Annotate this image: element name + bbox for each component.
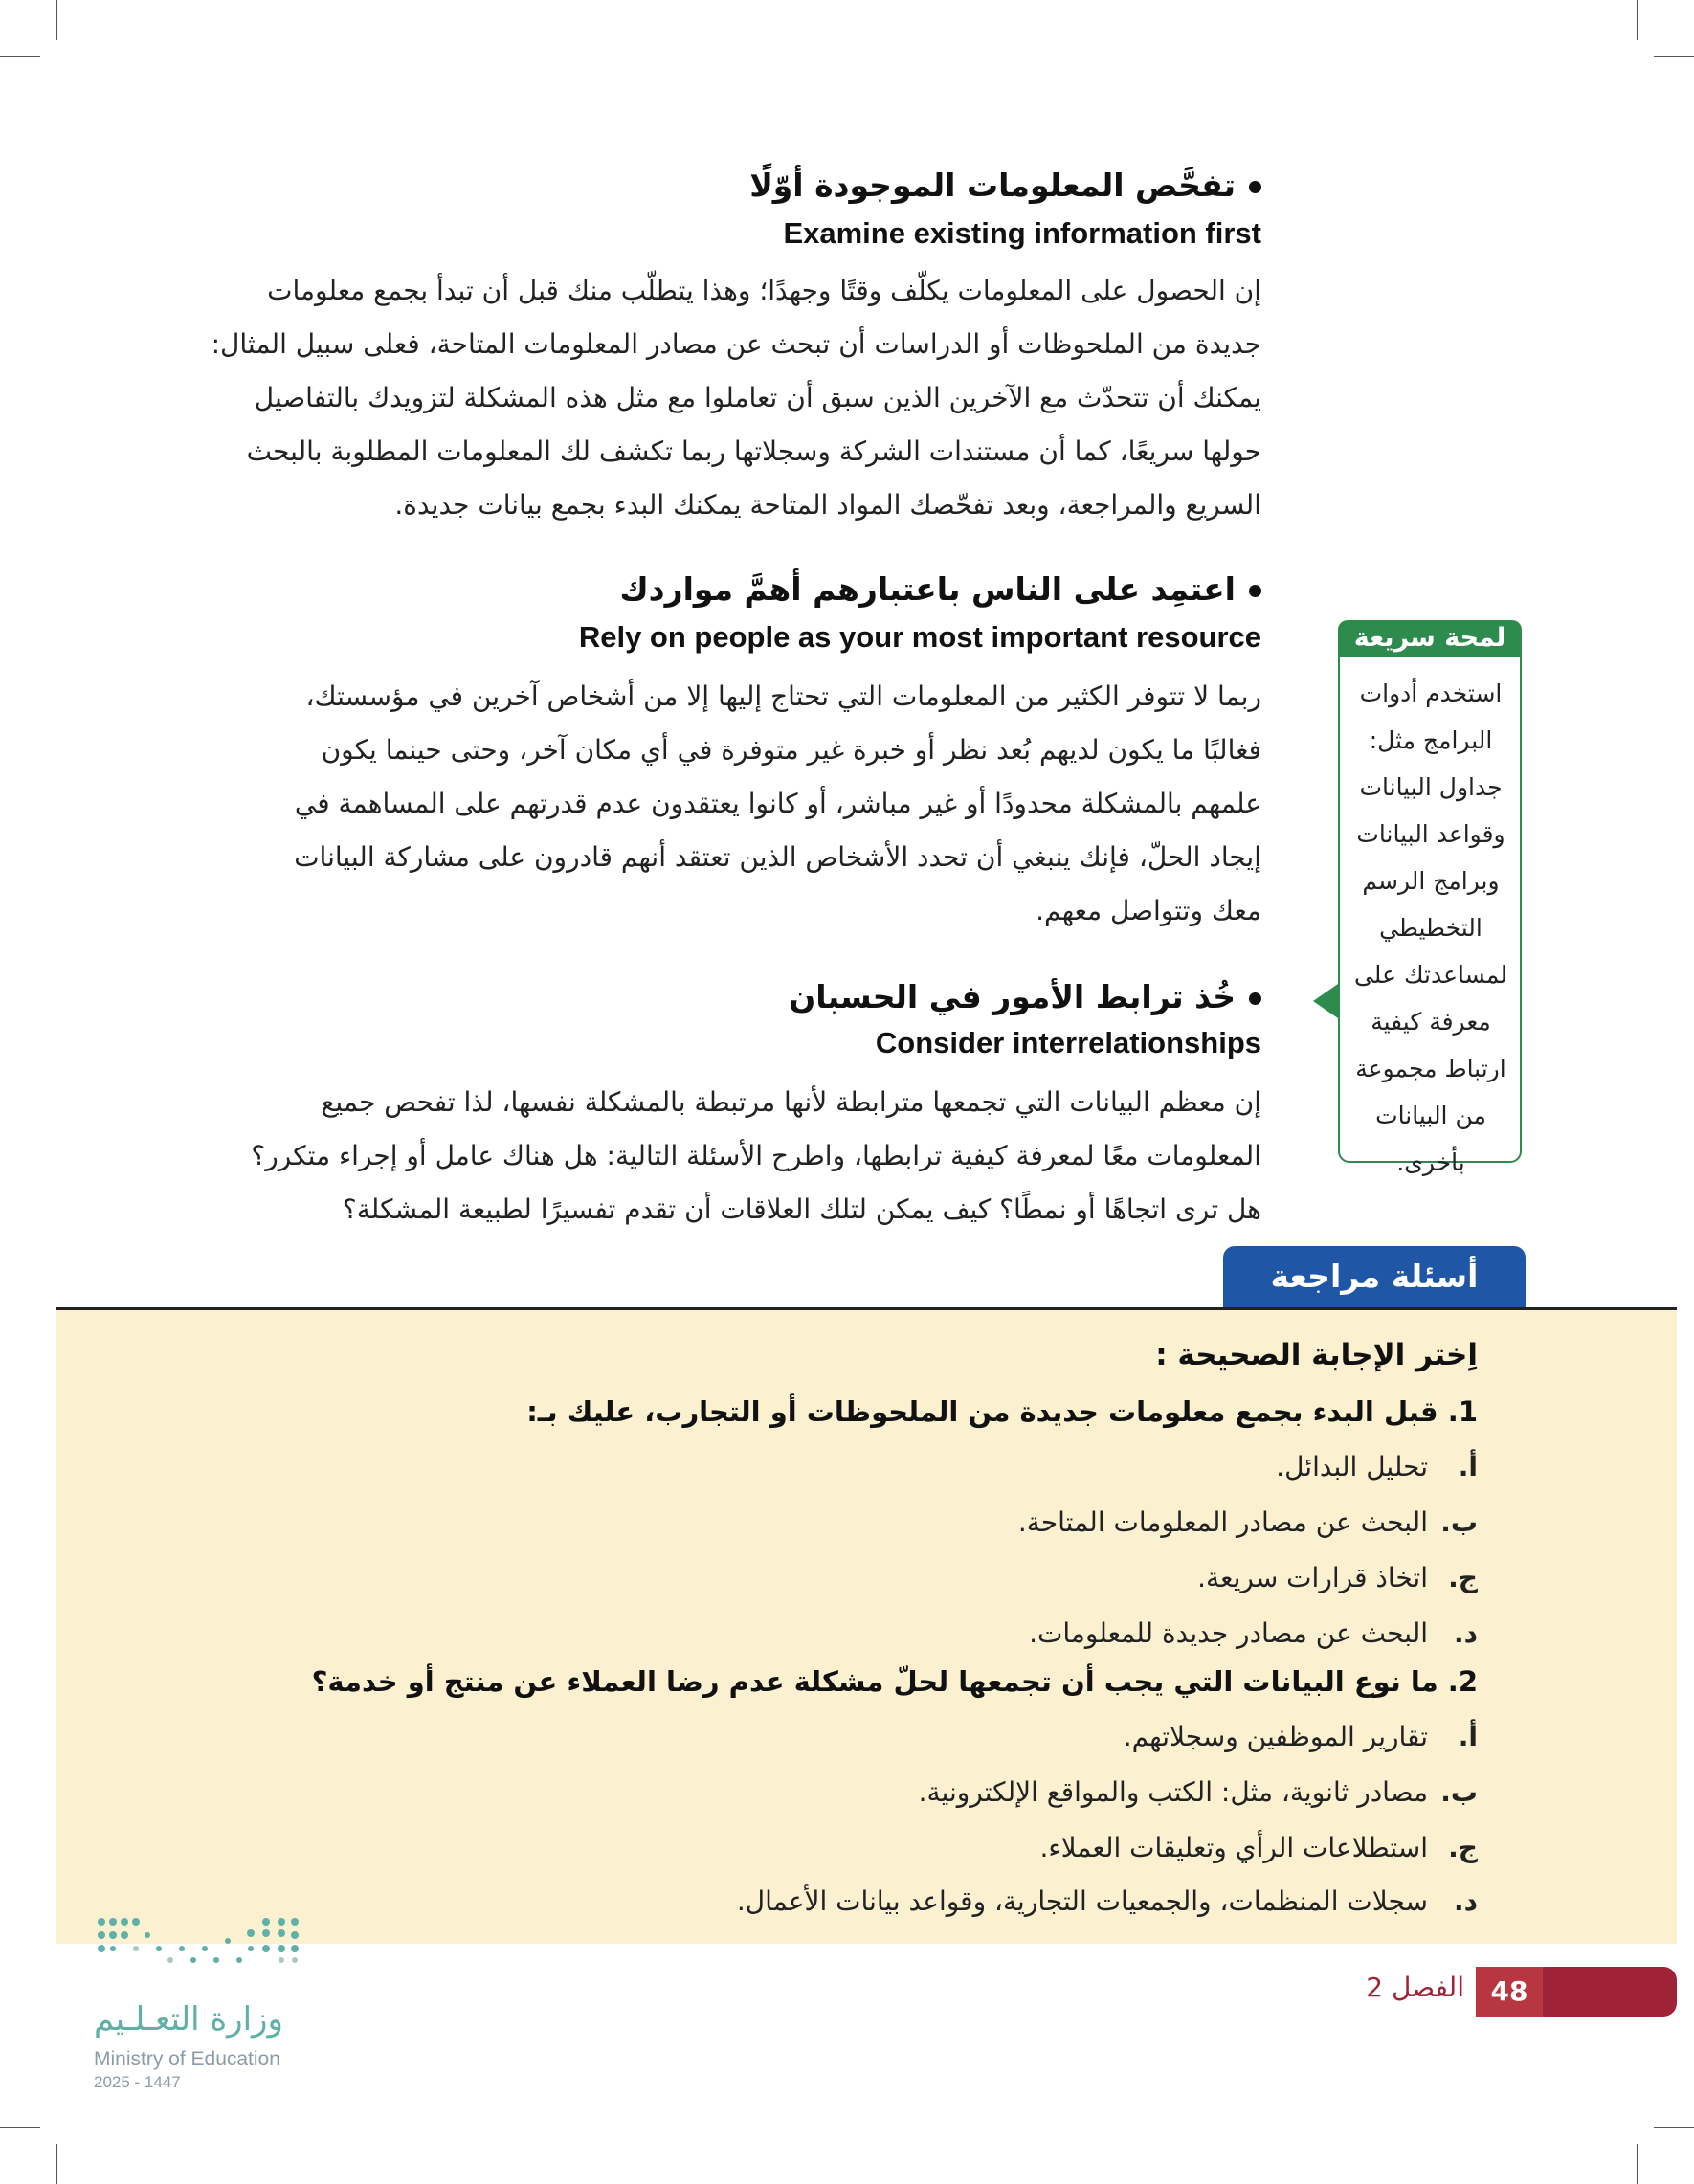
question-1-option[interactable]: ج.اتخاذ قرارات سريعة. xyxy=(1197,1562,1478,1593)
section-2-paragraph: ربما لا تتوفر الكثير من المعلومات التي تحتاج إليها إلا من أشخاص آخرين في مؤسستك، فغالبًا ما يكون لديهم بُعد نظر أو خبرة غير متوفرة في أي مكان آخر، وحتى حينما يكون علمهم بالمشكلة محدودًا أو غير مباشر، أو كانوا يعتقدون عدم قدرتهم على المساهمة في إيجاد الحلّ، فإنك ينبغي أن تحدد الأشخاص الذين تعتقد أنهم قادرون على مشاركة البيانات معك وتتواصل معهم. xyxy=(294,680,1261,926)
tip-pointer-arrow-icon xyxy=(1313,984,1338,1018)
page-number: 48 xyxy=(1476,1967,1543,2017)
ministry-name-ar: وزارة التعـلـيم xyxy=(94,2000,283,2039)
section-2-heading: اعتمِد على الناس باعتبارهم أهمَّ مواردك xyxy=(199,570,1261,608)
question-2-option[interactable]: ج.استطلاعات الرأي وتعليقات العملاء. xyxy=(1039,1832,1478,1863)
section-3-heading-en: Consider interrelationships xyxy=(875,1026,1261,1059)
bullet-icon xyxy=(1249,992,1261,1005)
quick-tip-title: لمحة سريعة xyxy=(1338,620,1522,657)
section-2-heading-en: Rely on people as your most important resource xyxy=(578,620,1261,654)
section-3-paragraph: إن معظم البيانات التي تجمعها مترابطة لأنها مرتبطة بالمشكلة نفسها، لذا تفحص جميع المعلومات معًا لمعرفة كيفية ترابطها، واطرح الأسئلة التالية: هل هناك عامل أو إجراء متكرر؟ هل ترى اتجاهًا أو نمطًا؟ كيف يمكن لتلك العلاقات أن تقدم تفسيرًا لطبيعة المشكلة؟ xyxy=(251,1086,1261,1225)
crop-mark xyxy=(1654,2127,1694,2128)
crop-mark xyxy=(56,0,57,40)
section-1-heading: تفحَّص المعلومات الموجودة أوّلًا xyxy=(199,167,1261,204)
question-1: 1. قبل البدء بجمع معلومات جديدة من الملحوظات أو التجارب، عليك بـ: xyxy=(526,1395,1478,1428)
question-2-option[interactable]: أ.تقارير الموظفين وسجلاتهم. xyxy=(1123,1721,1478,1752)
question-2-option[interactable]: د.سجلات المنظمات، والجمعيات التجارية، وقواعد بيانات الأعمال. xyxy=(736,1885,1478,1917)
question-1-option[interactable]: د.البحث عن مصادر جديدة للمعلومات. xyxy=(1029,1617,1478,1649)
question-1-option[interactable]: أ.تحليل البدائل. xyxy=(1276,1451,1478,1482)
ministry-logo-icon xyxy=(96,1914,306,1991)
ministry-name-en: Ministry of Education xyxy=(94,2048,280,2070)
section-1-paragraph: إن الحصول على المعلومات يكلّف وقتًا وجهدًا؛ وهذا يتطلّب منك قبل أن تبدأ بجمع معلومات جديدة من الملحوظات أو الدراسات أن تبحث عن مصادر المعلومات المتاحة، فعلى سبيل المثال: يمكنك أن تتحدّث مع الآخرين الذين سبق أن تعاملوا مع مثل هذه المشكلة لتزويدك بالتفاصيل حولها سريعًا، كما أن مستندات الشركة وسجلاتها ربما تكشف لك المعلومات المطلوبة بالبحث السريع والمراجعة، وبعد تفحّصك المواد المتاحة يمكنك البدء بجمع بيانات جديدة. xyxy=(211,275,1261,521)
ministry-year: 2025 - 1447 xyxy=(94,2073,181,2091)
crop-mark xyxy=(0,56,40,57)
quick-tip-text: استخدم أدوات البرامج مثل: جداول البيانات وقواعد البيانات وبرامج الرسم التخطيطي لمساعدتك على معرفة كيفية ارتباط مجموعة من البيانات بأخرى. xyxy=(1353,680,1508,1176)
bullet-icon xyxy=(1249,181,1261,193)
crop-mark xyxy=(56,2144,57,2184)
chapter-label: الفصل 2 xyxy=(1366,1972,1464,2003)
crop-mark xyxy=(1637,2144,1638,2184)
review-instruction: اِختر الإجابة الصحيحة : xyxy=(1155,1338,1478,1372)
crop-mark xyxy=(1637,0,1638,40)
crop-mark xyxy=(1654,56,1694,57)
bullet-icon xyxy=(1249,585,1261,597)
section-3-heading: خُذ ترابط الأمور في الحسبان xyxy=(199,978,1261,1015)
section-1-heading-en: Examine existing information first xyxy=(783,216,1261,250)
crop-mark xyxy=(0,2127,40,2128)
question-2: 2. ما نوع البيانات التي يجب أن تجمعها لحلّ مشكلة عدم رضا العملاء عن منتج أو خدمة؟ xyxy=(311,1665,1478,1698)
review-questions-tab: أسئلة مراجعة xyxy=(1223,1246,1526,1309)
question-1-option[interactable]: ب.البحث عن مصادر المعلومات المتاحة. xyxy=(1017,1506,1478,1538)
question-2-option[interactable]: ب.مصادر ثانوية، مثل: الكتب والمواقع الإلكترونية. xyxy=(918,1776,1478,1808)
